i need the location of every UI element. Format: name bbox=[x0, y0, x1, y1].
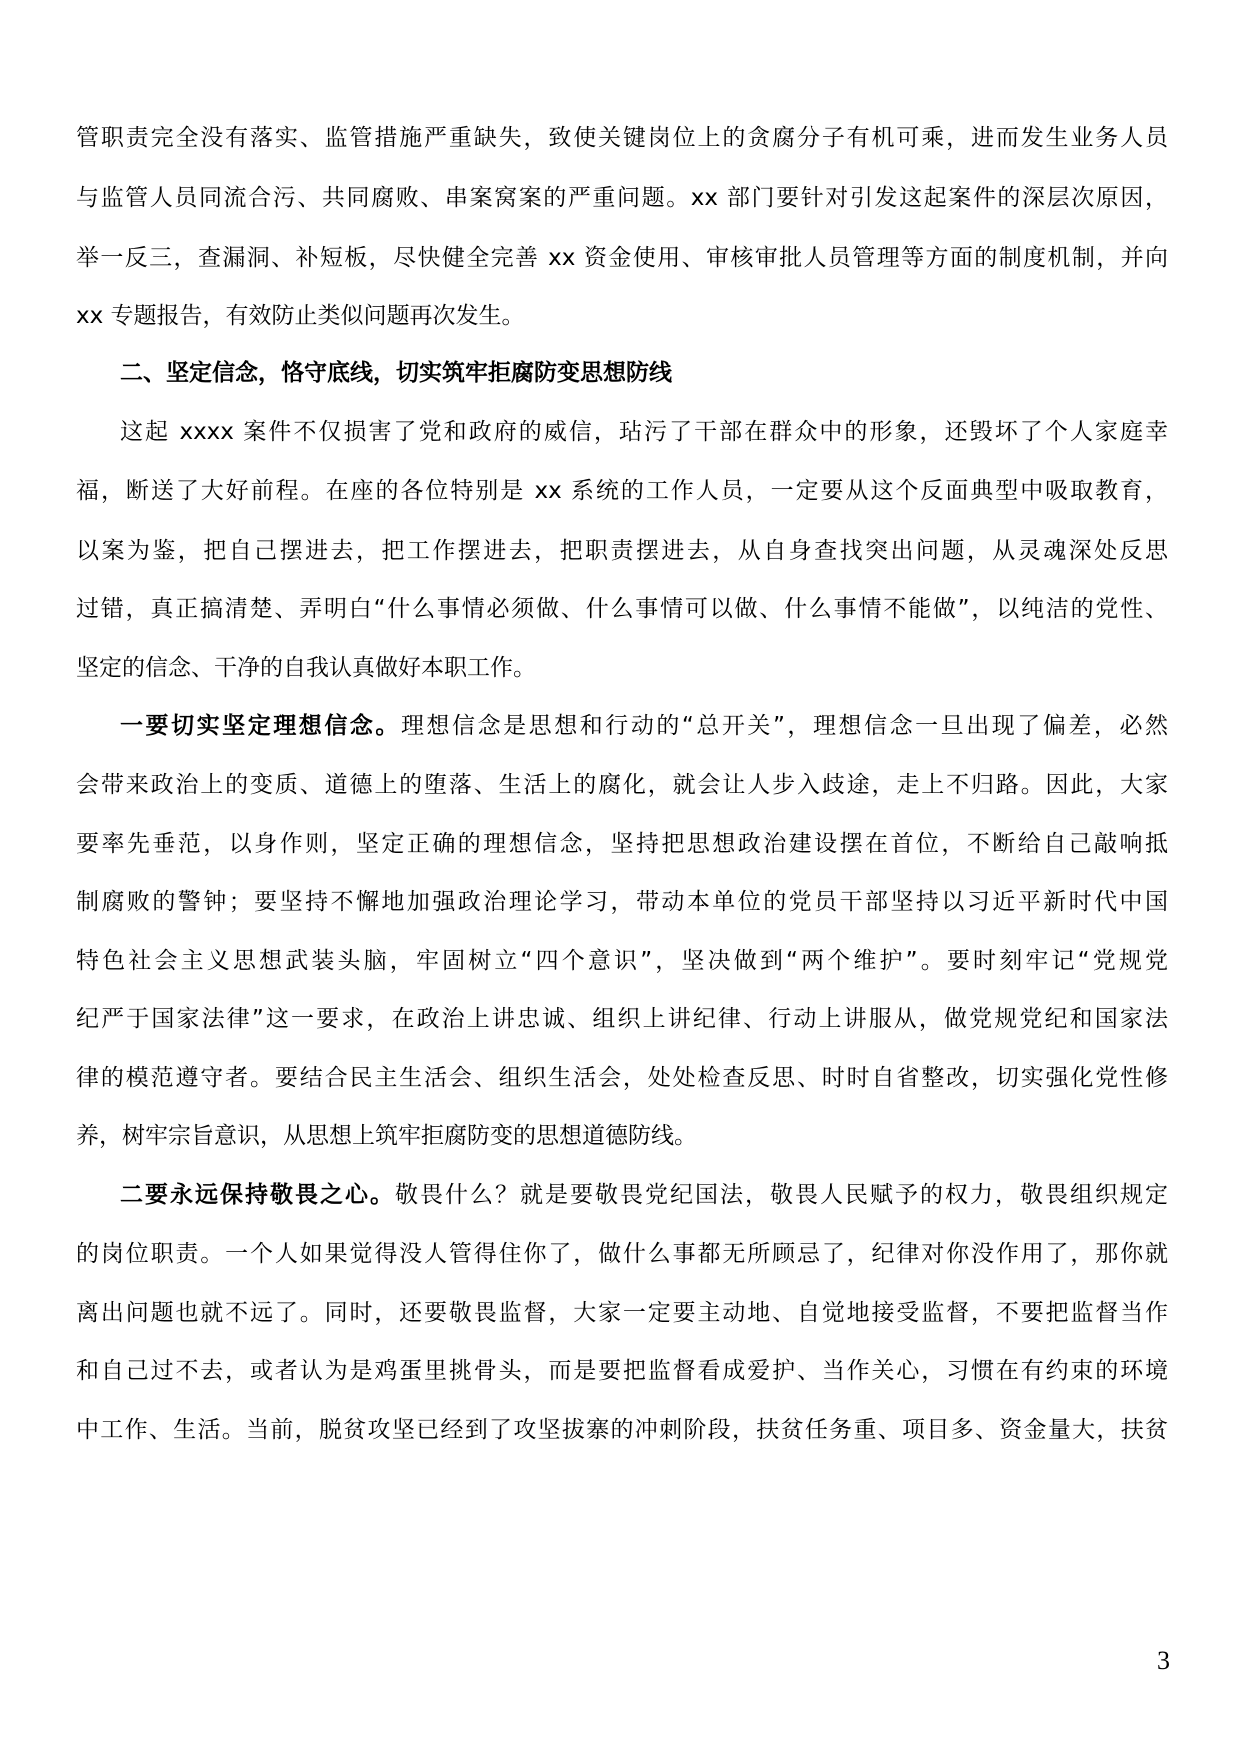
paragraph-4-line-1-text: 敬畏什么？就是要敬畏党纪国法，敬畏人民赋予的权力，敬畏组织规定 bbox=[395, 1182, 1168, 1208]
paragraph-3-line-1-text: 理想信念是思想和行动的“总开关”，理想信念一旦出现了偏差，必然 bbox=[400, 713, 1168, 739]
paragraph-3-line-4: 制腐败的警钟；要坚持不懈地加强政治理论学习，带动本单位的党员干部坚持以习近平新时代中国 bbox=[76, 889, 1168, 915]
paragraph-2-line-2: 福，断送了大好前程。在座的各位特别是 xx 系统的工作人员，一定要从这个反面典型中吸取教育， bbox=[76, 478, 1168, 504]
paragraph-2-line-4: 过错，真正搞清楚、弄明白“什么事情必须做、什么事情可以做、什么事情不能做”，以纯洁的党性、 bbox=[76, 596, 1168, 622]
paragraph-4-line-4: 和自己过不去，或者认为是鸡蛋里挑骨头，而是要把监督看成爱护、当作关心，习惯在有约束的环境 bbox=[76, 1358, 1168, 1384]
page-number: 3 bbox=[1157, 1646, 1170, 1675]
paragraph-1-line-1: 管职责完全没有落实、监管措施严重缺失，致使关键岗位上的贪腐分子有机可乘，进而发生业务人员 bbox=[76, 125, 1168, 151]
paragraph-3-line-7: 律的模范遵守者。要结合民主生活会、组织生活会，处处检查反思、时时自省整改，切实强化党性修 bbox=[76, 1065, 1168, 1091]
paragraph-2-line-1: 这起 xxxx 案件不仅损害了党和政府的威信，玷污了干部在群众中的形象，还毁坏了个人家庭幸 bbox=[120, 419, 1168, 445]
paragraph-3-line-3: 要率先垂范，以身作则，坚定正确的理想信念，坚持把思想政治建设摆在首位，不断给自己敲响抵 bbox=[76, 831, 1168, 857]
paragraph-1-line-4: xx 专题报告，有效防止类似问题再次发生。 bbox=[76, 303, 525, 329]
paragraph-4-line-3: 离出问题也就不远了。同时，还要敬畏监督，大家一定要主动地、自觉地接受监督，不要把监督当作 bbox=[76, 1300, 1168, 1326]
paragraph-3-line-2: 会带来政治上的变质、道德上的堕落、生活上的腐化，就会让人步入歧途，走上不归路。因此，大家 bbox=[76, 772, 1168, 798]
paragraph-1-line-2: 与监管人员同流合污、共同腐败、串案窝案的严重问题。xx 部门要针对引发这起案件的深层次原因， bbox=[76, 185, 1168, 211]
paragraph-2-line-3: 以案为鉴，把自己摆进去，把工作摆进去，把职责摆进去，从自身查找突出问题，从灵魂深处反思 bbox=[76, 538, 1168, 564]
paragraph-3-line-1 bbox=[120, 710, 1168, 742]
paragraph-3-line-6: 纪严于国家法律”这一要求，在政治上讲忠诚、组织上讲纪律、行动上讲服从，做党规党纪和国家法 bbox=[76, 1006, 1168, 1032]
paragraph-4-line-5: 中工作、生活。当前，脱贫攻坚已经到了攻坚拔寨的冲刺阶段，扶贫任务重、项目多、资金量大，扶贫 bbox=[76, 1417, 1168, 1443]
paragraph-1-line-3: 举一反三，查漏洞、补短板，尽快健全完善 xx 资金使用、审核审批人员管理等方面的制度机制，并向 bbox=[76, 245, 1168, 271]
paragraph-4-line-2: 的岗位职责。一个人如果觉得没人管得住你了，做什么事都无所顾忌了，纪律对你没作用了，那你就 bbox=[76, 1241, 1168, 1267]
paragraph-4-lead: 二要永远保持敬畏之心。 bbox=[120, 1182, 395, 1208]
paragraph-2-line-5: 坚定的信念、干净的自我认真做好本职工作。 bbox=[76, 655, 536, 681]
paragraph-3-lead: 一要切实坚定理想信念。 bbox=[120, 713, 401, 739]
paragraph-4-line-1 bbox=[120, 1179, 1168, 1211]
section-heading-2: 二、坚定信念，恪守底线，切实筑牢拒腐防变思想防线 bbox=[120, 360, 672, 386]
paragraph-3-line-8: 养，树牢宗旨意识，从思想上筑牢拒腐防变的思想道德防线。 bbox=[76, 1123, 697, 1149]
paragraph-3-line-5: 特色社会主义思想武装头脑，牢固树立“四个意识”，坚决做到“两个维护”。要时刻牢记“党规党 bbox=[76, 948, 1168, 974]
